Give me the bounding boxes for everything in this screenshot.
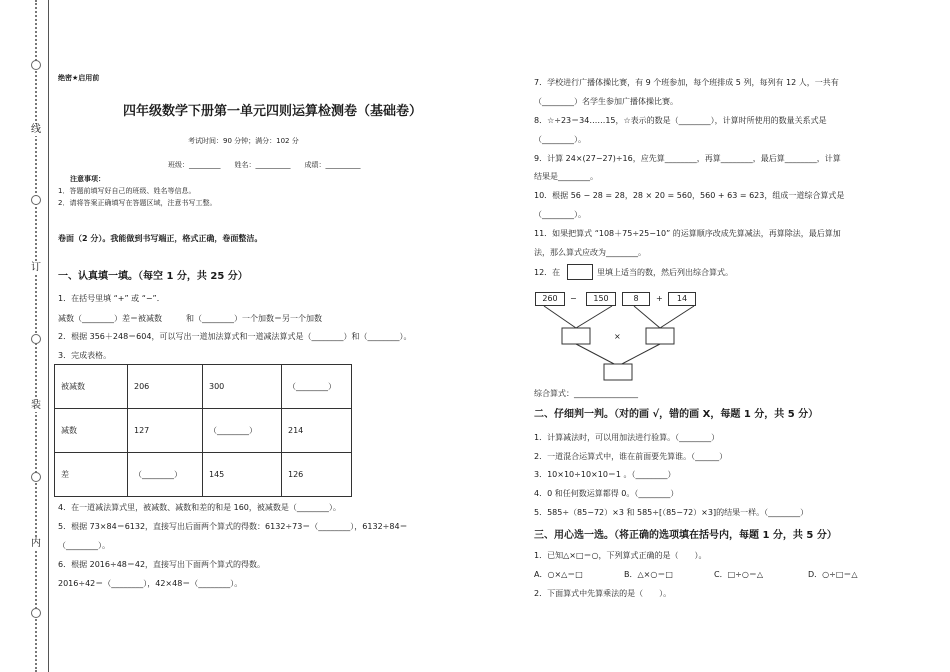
judge-item: 4．0 和任何数运算都得 0。（________）: [534, 489, 679, 498]
question-8-cont: （________）。: [534, 135, 586, 144]
binding-hole: [31, 195, 41, 205]
question-12: 12．在: [534, 268, 561, 277]
diagram-line: [634, 306, 660, 328]
judge-item: 1．计算减法时，可以用加法进行验算。（________）: [534, 433, 720, 442]
question-5: 5．根据 73×84＝6132，直接写出后面两个算式的得数：6132÷73＝（________），6132÷84＝: [58, 522, 408, 531]
binding-char-3: 装: [31, 400, 41, 411]
table-cell: 206: [128, 365, 203, 409]
subtraction-table: [54, 364, 352, 497]
table-row: [55, 365, 352, 409]
diagram-line: [576, 344, 618, 366]
binding-hole: [31, 608, 41, 618]
question-8: 8．☆÷23＝34……15，☆表示的数是（________），计算时所使用的数量关系式是: [534, 116, 827, 125]
table-cell: 300: [203, 365, 282, 409]
secret-label: 绝密★启用前: [58, 74, 100, 82]
question-3: 3．完成表格。: [58, 351, 112, 360]
diagram-line: [618, 344, 660, 366]
diagram-operator: −: [570, 294, 577, 303]
table-cell: 差: [55, 453, 128, 497]
student-info-fields: 班级：_________ 姓名：__________ 成绩：__________: [168, 161, 361, 169]
combined-formula: 综合算式：________________: [534, 389, 638, 398]
question-1-line: 减数（________）差＝被减数 和（________）一个加数＝另一个加数: [58, 314, 322, 323]
binding-char-2: 订: [31, 262, 41, 273]
question-7: 7．学校进行广播体操比赛，有 9 个班参加，每个班排成 5 列，每列有 12 人，一共有: [534, 78, 839, 87]
table-cell: （________）: [203, 409, 282, 453]
diagram-operator: +: [656, 294, 663, 303]
diagram-number-box: 8: [622, 292, 650, 306]
table-cell: 214: [282, 409, 352, 453]
binding-hole: [31, 334, 41, 344]
diagram-operator: ×: [614, 332, 621, 341]
table-cell: 127: [128, 409, 203, 453]
result-box-left: [562, 328, 590, 344]
note-item: 1．答题前填写好自己的班级、姓名等信息。: [58, 187, 196, 195]
table-cell: （________）: [282, 365, 352, 409]
question-9: 9．计算 24×(27−27)÷16，应先算________，再算________，最后算________，计算: [534, 154, 841, 163]
neatness-note: 卷面（2 分）。我能做到书写端正，格式正确，卷面整洁。: [58, 234, 263, 243]
page-title: 四年级数学下册第一单元四则运算检测卷（基础卷）: [123, 104, 423, 119]
question-9-cont: 结果是________。: [534, 172, 598, 181]
choice-option: B．△×○＝□: [624, 570, 673, 579]
exam-info: 考试时间：90 分钟；满分：102 分: [188, 137, 299, 145]
table-cell: 145: [203, 453, 282, 497]
table-cell: 126: [282, 453, 352, 497]
table-cell: 被减数: [55, 365, 128, 409]
diagram-number-box: 150: [586, 292, 616, 306]
judge-item: 5．585÷（85−72）×3 和 585÷[（85−72）×3]的结果一样。（________）: [534, 508, 809, 517]
result-box-final: [604, 364, 632, 380]
table-row: [55, 409, 352, 453]
choice-question-2: 2．下面算式中先算乘法的是（ ）。: [534, 589, 672, 598]
section3-heading: 三、用心选一选。（将正确的选项填在括号内，每题 1 分，共 5 分）: [534, 530, 837, 541]
notes-heading: 注意事项：: [70, 175, 105, 183]
question-6: 6．根据 2016÷48＝42，直接写出下面两个算式的得数。: [58, 560, 266, 569]
question-12-text: 里填上适当的数，然后列出综合算式。: [597, 268, 733, 277]
diagram-line: [544, 306, 576, 328]
section2-heading: 二、仔细判一判。（对的画 √，错的画 X，每题 1 分，共 5 分）: [534, 409, 819, 420]
note-item: 2．请将答案正确填写在答题区域，注意书写工整。: [58, 199, 217, 207]
question-7-cont: （________）名学生参加广播体操比赛。: [534, 97, 678, 106]
diagram-line: [660, 306, 694, 328]
binding-char-1: 线: [31, 124, 41, 135]
binding-char-4: 内: [31, 538, 41, 549]
question-10: 10．根据 56 − 28 = 28，28 × 20 = 560，560 + 63 = 623，组成一道综合算式是: [534, 191, 845, 200]
question-11-cont: 法，那么算式应改为________。: [534, 248, 646, 257]
diagram-number-box: 260: [535, 292, 565, 306]
choice-option: C．□÷○＝△: [714, 570, 763, 579]
question-1: 1．在括号里填 “+” 或 “−”．: [58, 294, 165, 303]
section1-heading: 一、认真填一填。（每空 1 分，共 25 分）: [58, 271, 248, 282]
table-cell: （________）: [128, 453, 203, 497]
binding-hole: [31, 472, 41, 482]
judge-item: 2．一道混合运算式中，谁在前面要先算谁。（______）: [534, 452, 728, 461]
diagram-line: [576, 306, 612, 328]
question-2: 2．根据 356＋248＝604，可以写出一道加法算式和一道减法算式是（________）和（________）。: [58, 332, 412, 341]
question-10-cont: （________）。: [534, 210, 586, 219]
question-11: 11．如果把算式 “108＋75÷25−10” 的运算顺序改成先算减法，再算除法，最后算加: [534, 229, 841, 238]
table-cell: 减数: [55, 409, 128, 453]
blank-box-sample: [567, 264, 593, 280]
question-4: 4．在一道减法算式里，被减数、减数和差的和是 160，被减数是（________）。: [58, 503, 341, 512]
choice-option: D．○÷□＝△: [808, 570, 858, 579]
result-box-right: [646, 328, 674, 344]
judge-item: 3．10×10÷10×10＝1 。（________）: [534, 470, 676, 479]
choice-question-1: 1．已知△×□＝○，下列算式正确的是（ ）。: [534, 551, 707, 560]
question-5-cont: （________）。: [58, 541, 110, 550]
diagram-number-box: 14: [668, 292, 696, 306]
table-row: [55, 453, 352, 497]
binding-margin: [0, 0, 48, 672]
binding-rule: [48, 0, 49, 672]
choice-option: A．○×△＝□: [534, 570, 583, 579]
binding-hole: [31, 60, 41, 70]
question-6-cont: 2016÷42＝（________），42×48＝（________）。: [58, 579, 243, 588]
